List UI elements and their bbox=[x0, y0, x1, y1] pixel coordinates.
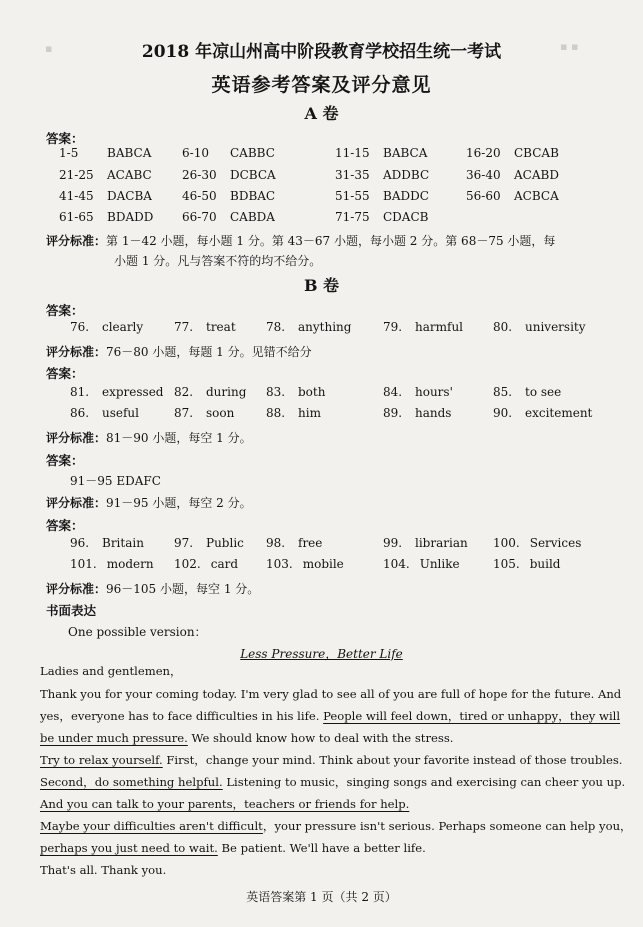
question-number: 26-30 bbox=[182, 168, 217, 182]
question-number: 77. bbox=[174, 320, 194, 334]
answer-cell bbox=[70, 536, 144, 550]
answer-cell bbox=[182, 189, 275, 203]
essay-text: Listening to music，singing songs and exercising can cheer you up. bbox=[222, 775, 626, 789]
question-number: 82. bbox=[174, 385, 194, 399]
answer-cell bbox=[70, 320, 143, 334]
answer-value: BADDC bbox=[383, 189, 429, 203]
answer-value: Services bbox=[529, 536, 582, 550]
answer-value: ACBCA bbox=[514, 189, 559, 203]
scoring-text: 96－105 小题，每空 1 分。 bbox=[106, 582, 260, 596]
answer-cell bbox=[335, 146, 427, 160]
answer-value: Public bbox=[206, 536, 244, 550]
essay-text-underlined: be under much pressure. bbox=[40, 731, 188, 745]
answer-value: free bbox=[298, 536, 323, 550]
answer-value: card bbox=[210, 557, 239, 571]
answer-value: university bbox=[525, 320, 586, 334]
question-number: 11-15 bbox=[335, 146, 370, 160]
essay-text: Be patient. We'll have a better life. bbox=[217, 841, 426, 855]
question-number: 66-70 bbox=[182, 210, 217, 224]
question-number: 71-75 bbox=[335, 210, 370, 224]
scoring-text: 81－90 小题，每空 1 分。 bbox=[106, 431, 252, 445]
answer-value: DACBA bbox=[107, 189, 152, 203]
answer-value: BABCA bbox=[383, 146, 428, 160]
answer-cell bbox=[335, 168, 429, 182]
question-number: 41-45 bbox=[59, 189, 94, 203]
answer-value: Unlike bbox=[419, 557, 460, 571]
answer-value: him bbox=[298, 406, 321, 420]
answer-cell bbox=[174, 557, 238, 571]
question-number: 51-55 bbox=[335, 189, 370, 203]
document-title: 英语参考答案及评分意见 bbox=[211, 74, 432, 96]
answer-value: expressed bbox=[102, 385, 164, 399]
question-number: 16-20 bbox=[466, 146, 501, 160]
essay-line bbox=[40, 727, 453, 749]
answer-cell bbox=[383, 557, 460, 571]
question-number: 61-65 bbox=[59, 210, 94, 224]
question-number: 99. bbox=[383, 536, 403, 550]
answer-value: excitement bbox=[525, 406, 593, 420]
answer-value: anything bbox=[298, 320, 352, 334]
answer-value: useful bbox=[102, 406, 139, 420]
answer-value: harmful bbox=[415, 320, 464, 334]
question-number: 98. bbox=[266, 536, 286, 550]
essay-text: First，change your mind. Think about your favorite instead of those troubles. bbox=[162, 753, 623, 767]
answer-value: build bbox=[529, 557, 561, 571]
answer-label: 答案： bbox=[46, 366, 84, 381]
answer-value: ACABD bbox=[514, 168, 559, 182]
answer-cell bbox=[59, 189, 152, 203]
question-number: 88. bbox=[266, 406, 286, 420]
answer-cell bbox=[70, 385, 164, 399]
answer-cell bbox=[466, 189, 559, 203]
essay-text: ，your pressure isn't serious. Perhaps someone can help you， bbox=[262, 819, 632, 833]
scoring-text: 第 1－42 小题，每小题 1 分。第 43－67 小题，每小题 2 分。第 68－75 小题，每 bbox=[106, 234, 556, 248]
answer-cell bbox=[182, 210, 275, 224]
answer-value: ACABC bbox=[107, 168, 152, 182]
section-b-heading: B 卷 bbox=[303, 276, 340, 295]
answer-cell bbox=[335, 210, 428, 224]
essay-text-underlined: Try to relax yourself. bbox=[40, 753, 163, 767]
answer-value: CABDA bbox=[230, 210, 275, 224]
answer-cell bbox=[59, 168, 152, 182]
answer-cell bbox=[174, 406, 234, 420]
scoring-text-continued: 小题 1 分。凡与答案不符的均不给分。 bbox=[114, 254, 322, 268]
question-number: 102. bbox=[174, 557, 201, 571]
answer-cell bbox=[493, 557, 561, 571]
question-number: 56-60 bbox=[466, 189, 501, 203]
answer-value: Britain bbox=[102, 536, 144, 550]
essay-title: Less Pressure，Better Life bbox=[240, 647, 403, 661]
answer-value: to see bbox=[525, 385, 562, 399]
scoring-label: 评分标准： bbox=[46, 345, 107, 359]
essay-line bbox=[40, 771, 625, 793]
answer-label: 答案： bbox=[46, 518, 84, 533]
question-number: 80. bbox=[493, 320, 513, 334]
answer-label: 答案： bbox=[46, 131, 84, 146]
scoring-standard-a bbox=[46, 232, 555, 249]
answer-value: both bbox=[298, 385, 326, 399]
scoring-label: 评分标准： bbox=[46, 431, 107, 445]
answer-cell bbox=[182, 168, 276, 182]
essay-text: We should know how to deal with the stress. bbox=[187, 731, 454, 745]
question-number: 85. bbox=[493, 385, 513, 399]
essay-line bbox=[40, 705, 620, 727]
answer-value: clearly bbox=[102, 320, 144, 334]
question-number: 1-5 bbox=[59, 146, 79, 160]
essay-text-underlined: Maybe your difficulties aren't difficult bbox=[40, 819, 263, 833]
question-number: 6-10 bbox=[182, 146, 209, 160]
answer-cell bbox=[182, 146, 275, 160]
answer-value: CBCAB bbox=[514, 146, 559, 160]
answer-cell bbox=[466, 146, 559, 160]
answer-cell bbox=[266, 557, 344, 571]
answer-cell bbox=[493, 320, 586, 334]
essay-line bbox=[40, 749, 623, 771]
answer-cell bbox=[59, 210, 153, 224]
scoring-standard-b3 bbox=[46, 494, 252, 511]
answer-value: ADDBC bbox=[383, 168, 430, 182]
answer-cell bbox=[383, 406, 451, 420]
question-number: 87. bbox=[174, 406, 194, 420]
scoring-text: 91－95 小题，每空 2 分。 bbox=[106, 496, 252, 510]
answer-cell bbox=[266, 406, 321, 420]
answer-value: hours' bbox=[415, 385, 453, 399]
question-number: 86. bbox=[70, 406, 90, 420]
essay-text: yes，everyone has to face difficulties in his life. bbox=[40, 709, 324, 723]
answer-cell bbox=[383, 385, 453, 399]
answer-cell bbox=[266, 385, 325, 399]
essay-greeting: Ladies and gentlemen， bbox=[40, 664, 182, 678]
question-number: 46-50 bbox=[182, 189, 217, 203]
answer-cell bbox=[70, 406, 139, 420]
question-number: 36-40 bbox=[466, 168, 501, 182]
answer-cell bbox=[70, 557, 154, 571]
essay-text-underlined: Second，do something helpful. bbox=[40, 775, 223, 789]
scoring-label: 评分标准： bbox=[46, 496, 107, 510]
answer-label: 答案： bbox=[46, 303, 84, 318]
answer-value: hands bbox=[415, 406, 452, 420]
scoring-label: 评分标准： bbox=[46, 234, 107, 248]
question-number: 84. bbox=[383, 385, 403, 399]
question-number: 105. bbox=[493, 557, 520, 571]
answer-value: BDADD bbox=[107, 210, 154, 224]
scoring-text: 76－80 小题，每题 1 分。见错不给分 bbox=[106, 345, 312, 359]
answer-value: librarian bbox=[415, 536, 468, 550]
answer-value: treat bbox=[206, 320, 236, 334]
answer-cell bbox=[266, 536, 322, 550]
writing-intro: One possible version： bbox=[68, 625, 207, 639]
question-number: 96. bbox=[70, 536, 90, 550]
question-number: 81. bbox=[70, 385, 90, 399]
page-footer: 英语答案第 1 页（共 2 页） bbox=[246, 890, 397, 904]
writing-heading: 书面表达 bbox=[46, 603, 97, 618]
answer-cell bbox=[493, 536, 581, 550]
question-number: 103. bbox=[266, 557, 293, 571]
essay-text-underlined: People will feel down，tired or unhappy，they will bbox=[323, 709, 621, 723]
answer-value: DCBCA bbox=[230, 168, 276, 182]
answer-value: BABCA bbox=[107, 146, 152, 160]
scoring-standard-b4 bbox=[46, 580, 259, 597]
answer-cell bbox=[335, 189, 429, 203]
scoring-standard-b2 bbox=[46, 429, 252, 446]
answer-cell bbox=[466, 168, 559, 182]
question-number: 90. bbox=[493, 406, 513, 420]
answer-cell bbox=[174, 536, 244, 550]
question-number: 78. bbox=[266, 320, 286, 334]
question-number: 21-25 bbox=[59, 168, 94, 182]
answer-cell bbox=[174, 320, 236, 334]
answer-cell bbox=[493, 385, 561, 399]
answer-cell bbox=[383, 536, 468, 550]
question-number: 100. bbox=[493, 536, 520, 550]
essay-text-underlined: perhaps you just need to wait. bbox=[40, 841, 218, 855]
answer-value: soon bbox=[206, 406, 235, 420]
exam-title: 2018 年凉山州高中阶段教育学校招生统一考试 bbox=[141, 42, 502, 62]
answer-cell bbox=[266, 320, 351, 334]
question-number: 97. bbox=[174, 536, 194, 550]
scoring-label: 评分标准： bbox=[46, 582, 107, 596]
answer-value: modern bbox=[106, 557, 154, 571]
essay-closing: That's all. Thank you. bbox=[40, 863, 167, 877]
question-number: 76. bbox=[70, 320, 90, 334]
answer-label: 答案： bbox=[46, 453, 84, 468]
essay-line bbox=[40, 815, 632, 837]
answer-cell bbox=[383, 320, 463, 334]
answer-cell bbox=[59, 146, 151, 160]
scoring-standard-b1 bbox=[46, 343, 312, 360]
answer-value: during bbox=[206, 385, 247, 399]
question-number: 83. bbox=[266, 385, 286, 399]
question-number: 101. bbox=[70, 557, 97, 571]
answer-value: CABBC bbox=[230, 146, 275, 160]
answer-value: BDBAC bbox=[230, 189, 276, 203]
question-number: 104. bbox=[383, 557, 410, 571]
section-a-heading: A 卷 bbox=[304, 104, 339, 123]
answer-value: CDACB bbox=[383, 210, 429, 224]
bleed-through-mark: ▪ bbox=[45, 42, 53, 55]
question-number: 79. bbox=[383, 320, 403, 334]
essay-line: And you can talk to your parents，teachers or friends for help. bbox=[40, 797, 410, 811]
answer-cell bbox=[174, 385, 246, 399]
answer-cell bbox=[493, 406, 592, 420]
question-number: 89. bbox=[383, 406, 403, 420]
essay-line bbox=[40, 837, 426, 859]
answer-value: mobile bbox=[302, 557, 344, 571]
question-number: 31-35 bbox=[335, 168, 370, 182]
bleed-through-mark: ▪ ▪ bbox=[560, 40, 579, 53]
answer-line-91-95: 91－95 EDAFC bbox=[70, 474, 161, 488]
essay-line: Thank you for your coming today. I'm very glad to see all of you are full of hope for the future. And bbox=[40, 687, 622, 701]
